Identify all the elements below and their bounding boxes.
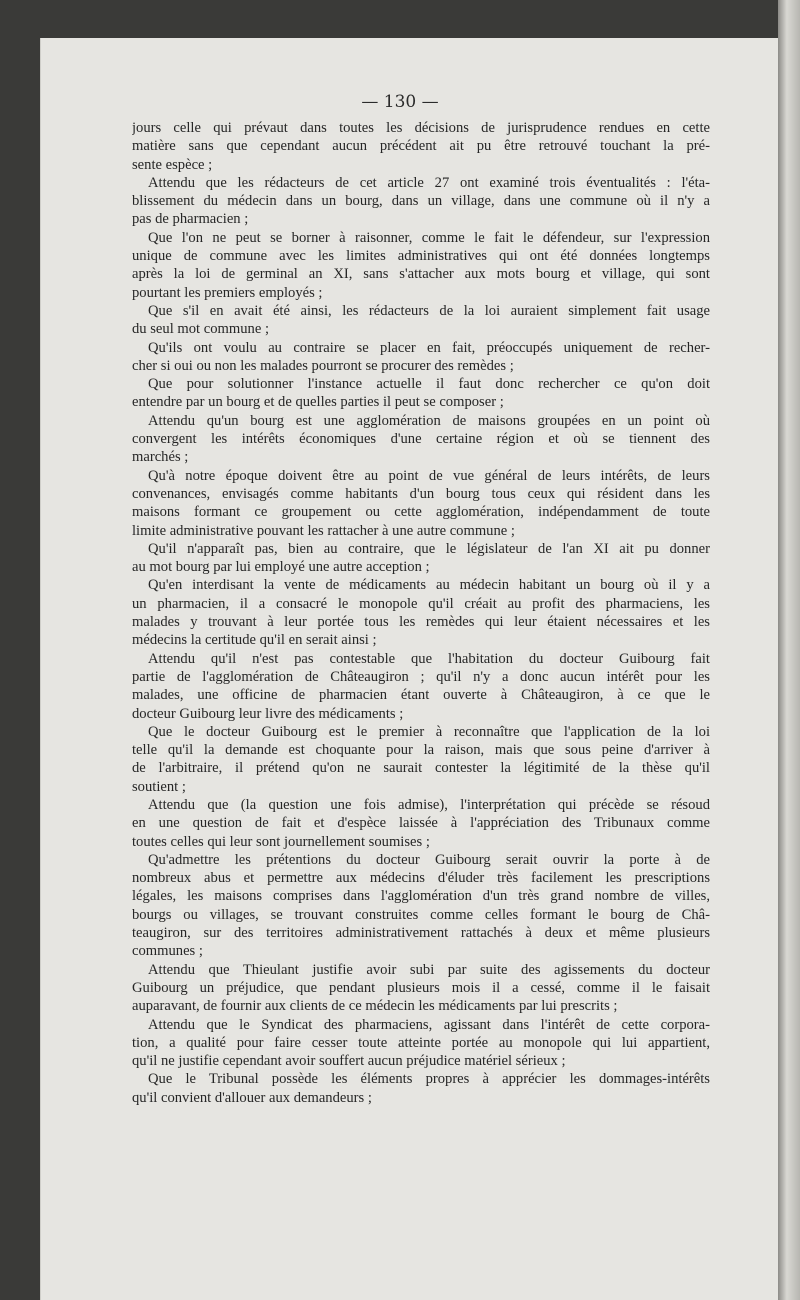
text-line: malades, une officine de pharmacien étant ouverte à Châteaugiron, à ce que le — [132, 687, 710, 704]
text-line: limite administrative pouvant les rattacher à une autre commune ; — [132, 522, 515, 539]
text-line: légales, les maisons comprises dans l'agglomération d'un très grand nombre de villes, — [132, 888, 710, 905]
text-line: Que le Tribunal possède les éléments propres à apprécier les dommages-intérêts — [148, 1071, 710, 1088]
text-line: jours celle qui prévaut dans toutes les décisions de jurisprudence rendues en cette — [132, 120, 710, 136]
text-line: pourtant les premiers employés ; — [132, 284, 323, 301]
text-line: convergent les intérêts économiques d'une certaine région et où se tiennent des — [132, 431, 710, 448]
text-line: soutient ; — [132, 778, 186, 795]
text-line: Qu'à notre époque doivent être au point de vue général de leurs intérêts, de leurs — [148, 467, 710, 484]
text-line: qu'il convient d'allouer aux demandeurs ; — [132, 1089, 372, 1106]
text-line: Qu'il n'apparaît pas, bien au contraire, que le législateur de l'an XI ait pu donner — [148, 540, 710, 557]
text-line: teaugiron, sur des territoires administrativement rattachés à deux et même plusieurs — [132, 925, 710, 942]
text-line: Qu'en interdisant la vente de médicaments au médecin habitant un bourg où il y a — [148, 577, 710, 594]
text-line: du seul mot commune ; — [132, 321, 270, 338]
text-line: Que le docteur Guibourg est le premier à reconnaître que l'application de la loi — [148, 723, 710, 740]
text-line: Qu'admettre les prétentions du docteur Guibourg serait ouvrir la porte à de — [148, 851, 710, 868]
body-text — [132, 119, 710, 1107]
text-line: Guibourg un préjudice, que pendant plusieurs mois il a cessé, comme il le faisait — [132, 979, 710, 996]
text-line: qu'il ne justifie cependant avoir souffert aucun préjudice matériel sérieux ; — [132, 1053, 566, 1070]
text-line: Attendu que le Syndicat des pharmaciens, agissant dans l'intérêt de cette corpora- — [148, 1016, 710, 1033]
text-line: communes ; — [132, 943, 203, 960]
text-line: unique de commune avec les limites administratives qui ont été données longtemps — [132, 248, 710, 265]
text-line: convenances, envisagés comme habitants d'un bourg tous ceux qui résident dans les — [132, 485, 710, 502]
page-number: — 130 — — [361, 92, 439, 112]
text-line: Attendu que les rédacteurs de cet article 27 ont examiné trois éventualités : l'éta- — [148, 174, 710, 191]
text-line: partie de l'agglomération de Châteaugiron ; qu'il n'y a donc aucun intérêt pour les — [132, 668, 710, 685]
page-edge — [778, 0, 800, 1300]
text-line: maisons formant ce groupement ou cette agglomération, indépendamment de toute — [132, 504, 710, 521]
text-line: nombreux abus et permettre aux médecins d'éluder très facilement les prescriptions — [132, 870, 710, 887]
text-line: toutes celles qui leur sont journellement soumises ; — [132, 833, 430, 850]
text-line: pas de pharmacien ; — [132, 211, 249, 228]
text-line: blissement du médecin dans un bourg, dans un village, dans une commune où il n'y a — [132, 193, 710, 210]
text-line: bourgs ou villages, se trouvant construites comme celles formant le bourg de Châ- — [132, 906, 710, 923]
text-line: en une question de fait et d'espèce laissée à l'appréciation des Tribunaux comme — [132, 815, 710, 832]
text-line: Attendu que Thieulant justifie avoir subi par suite des agissements du docteur — [148, 961, 710, 978]
text-line: après la loi de germinal an XI, sans s'attacher aux mots bourg et village, qui sont — [132, 266, 710, 283]
text-line: Attendu qu'un bourg est une agglomération de maisons groupées en un point où — [148, 412, 710, 429]
text-line: cher si oui ou non les malades pourront se procurer des remèdes ; — [132, 357, 514, 374]
text-line: entendre par un bourg et de quelles parties il peut se composer ; — [132, 394, 504, 411]
text-line: Attendu qu'il n'est pas contestable que l'habitation du docteur Guibourg fait — [148, 650, 710, 667]
text-line: au mot bourg par lui employé une autre acception ; — [132, 559, 430, 576]
text-line: Que s'il en avait été ainsi, les rédacteurs de la loi auraient simplement fait usage — [148, 302, 710, 319]
text-line: médecins la certitude qu'il en serait ainsi ; — [132, 632, 377, 649]
text-line: sente espèce ; — [132, 156, 213, 173]
text-line: tion, a qualité pour faire cesser toute atteinte portée au monopole qui lui appartient, — [132, 1034, 710, 1051]
text-line: malades y trouvant à leur portée tous les remèdes qui leur étaient nécessaires et les — [132, 614, 710, 631]
text-line: auparavant, de fournir aux clients de ce médecin les médicaments par lui prescrits ; — [132, 998, 618, 1015]
text-line: docteur Guibourg leur livre des médicaments ; — [132, 705, 404, 722]
text-line: Que l'on ne peut se borner à raisonner, comme le fait le défendeur, sur l'expression — [148, 229, 710, 246]
text-line: un pharmacien, il a consacré le monopole qu'il créait au profit des pharmaciens, les — [132, 595, 710, 612]
text-line: Que pour solutionner l'instance actuelle il faut donc rechercher ce qu'on doit — [148, 376, 710, 393]
text-line: Attendu que (la question une fois admise), l'interprétation qui précède se résoud — [148, 796, 710, 813]
text-line: telle qu'il la demande est choquante pour la raison, mais que sous peine d'arriver à — [132, 742, 710, 759]
text-line: matière sans que cependant aucun précédent ait pu être retrouvé touchant la pré- — [132, 138, 710, 155]
text-line: marchés ; — [132, 449, 189, 466]
text-line: Qu'ils ont voulu au contraire se placer en fait, préoccupés uniquement de recher- — [148, 339, 710, 356]
text-line: de l'arbitraire, il prétend qu'on ne saurait contester la légitimité de la thèse qu'il — [132, 760, 710, 777]
